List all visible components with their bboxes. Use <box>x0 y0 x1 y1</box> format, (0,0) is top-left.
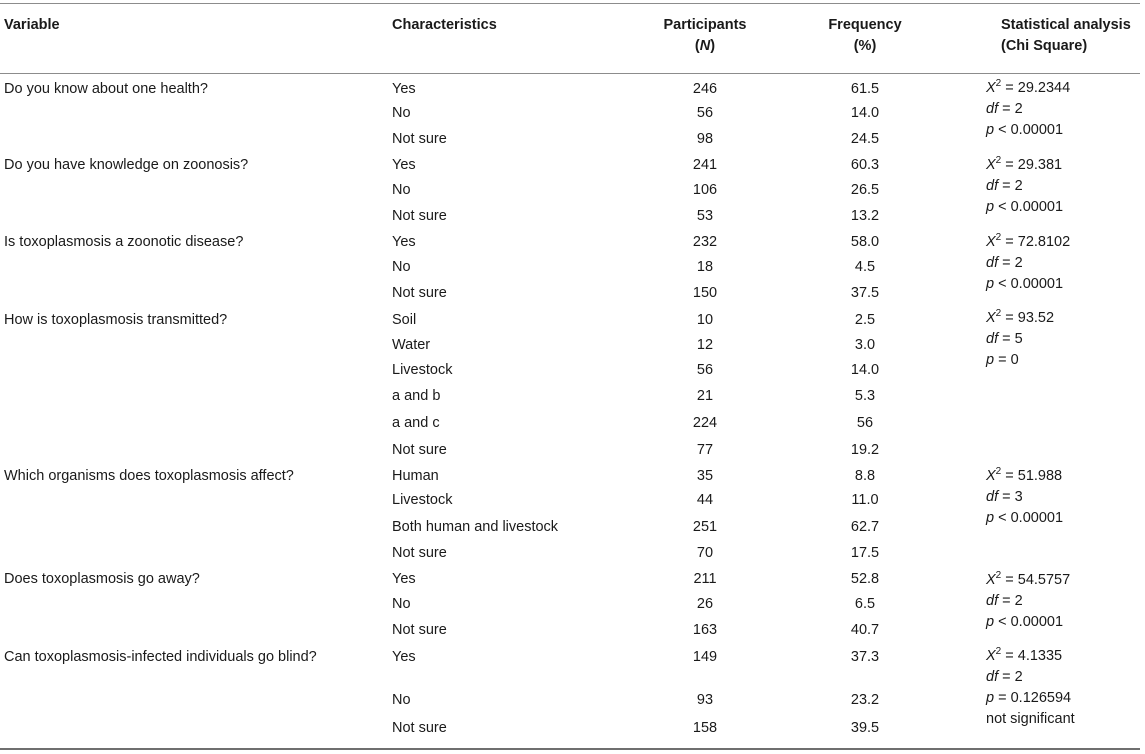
p-value: 0.00001 <box>1010 122 1064 138</box>
frequency-cell: 17.5 <box>850 545 880 561</box>
frequency-cell: 5.3 <box>854 388 876 404</box>
chi-square-result <box>986 78 1070 141</box>
participants-cell: 18 <box>696 259 714 275</box>
frequency-cell: 2.5 <box>854 312 876 328</box>
characteristic-cell: No <box>392 692 411 708</box>
characteristic-cell: Not sure <box>392 285 447 301</box>
participants-cell: 106 <box>692 182 718 198</box>
characteristic-cell: a and b <box>392 388 441 404</box>
variable-question: Which organisms does toxoplasmosis affect? <box>4 468 294 484</box>
characteristic-cell: Yes <box>392 157 416 173</box>
chi-square-value-line: $X^2 = 93.52$ <box>986 308 1055 326</box>
participants-cell: 232 <box>692 234 718 250</box>
degrees-of-freedom-line: df = 2 <box>986 669 1023 685</box>
chi-square-result <box>986 308 1054 371</box>
participants-cell: 53 <box>696 208 714 224</box>
table-top-rule <box>0 3 1140 4</box>
characteristic-cell: Yes <box>392 649 416 665</box>
degrees-of-freedom-value: 2 <box>1014 255 1023 271</box>
frequency-cell: 37.5 <box>850 285 880 301</box>
frequency-cell: 62.7 <box>850 519 880 535</box>
chi-square-value-line: $X^2 = 4.1335$ <box>986 646 1063 664</box>
p-value-operator: < <box>998 122 1007 138</box>
participants-cell: 44 <box>696 492 714 508</box>
participants-cell: 246 <box>692 81 718 97</box>
participants-cell: 56 <box>696 105 714 121</box>
characteristic-cell: Not sure <box>392 442 447 458</box>
characteristic-cell: Livestock <box>392 492 453 508</box>
p-value-line: p = 0.126594 <box>986 690 1072 706</box>
characteristic-cell: No <box>392 105 411 121</box>
participants-cell: 98 <box>696 131 714 147</box>
participants-cell: 93 <box>696 692 714 708</box>
frequency-cell: 40.7 <box>850 622 880 638</box>
participants-cell: 251 <box>692 519 718 535</box>
p-value-operator: < <box>998 199 1007 215</box>
characteristic-cell: Yes <box>392 571 416 587</box>
degrees-of-freedom-line: df = 2 <box>986 593 1023 609</box>
degrees-of-freedom-value: 2 <box>1014 101 1023 117</box>
frequency-cell: 23.2 <box>850 692 880 708</box>
header-statistical-analysis: Statistical analysis (Chi Square) <box>1001 17 1131 54</box>
characteristic-cell: a and c <box>392 415 440 431</box>
frequency-cell: 61.5 <box>850 81 880 97</box>
chi-square-value-line: $X^2 = 51.988$ <box>986 466 1063 484</box>
chi-square-value-line: $X^2 = 29.2344$ <box>986 78 1071 96</box>
p-value: 0.00001 <box>1010 614 1064 630</box>
frequency-cell: 19.2 <box>850 442 880 458</box>
chi-square-value-line: $X^2 = 29.381$ <box>986 155 1063 173</box>
degrees-of-freedom-value: 2 <box>1014 593 1023 609</box>
chi-square-value: 51.988 <box>1017 468 1063 484</box>
variable-question: How is toxoplasmosis transmitted? <box>4 312 228 328</box>
p-value-operator: = <box>998 690 1007 706</box>
chi-square-value: 72.8102 <box>1017 234 1071 250</box>
characteristic-cell: Not sure <box>392 720 447 736</box>
degrees-of-freedom-line: df = 5 <box>986 331 1023 347</box>
characteristic-cell: No <box>392 596 411 612</box>
frequency-cell: 56 <box>856 415 874 431</box>
table-bottom-rule <box>0 748 1140 750</box>
participants-cell: 77 <box>696 442 714 458</box>
frequency-cell: 14.0 <box>850 362 880 378</box>
p-value: 0.126594 <box>1010 690 1072 706</box>
degrees-of-freedom-value: 5 <box>1014 331 1023 347</box>
chi-square-result <box>986 466 1063 529</box>
frequency-cell: 26.5 <box>850 182 880 198</box>
characteristic-cell: Not sure <box>392 545 447 561</box>
chi-square-value: 93.52 <box>1017 310 1055 326</box>
characteristic-cell: No <box>392 182 411 198</box>
header-participants-symbol: N <box>699 38 711 54</box>
participants-cell: 21 <box>696 388 714 404</box>
degrees-of-freedom-line: df = 2 <box>986 255 1023 271</box>
degrees-of-freedom-value: 3 <box>1014 489 1023 505</box>
chi-square-value-line: $X^2 = 72.8102$ <box>986 232 1071 250</box>
p-value-line: p < 0.00001 <box>986 199 1064 215</box>
participants-cell: 211 <box>693 571 717 587</box>
variable-question: Is toxoplasmosis a zoonotic disease? <box>4 234 244 250</box>
variable-question: Do you know about one health? <box>4 81 208 97</box>
p-value: 0.00001 <box>1010 510 1064 526</box>
p-value: 0.00001 <box>1010 199 1064 215</box>
p-value-operator: < <box>998 510 1007 526</box>
chi-square-result <box>986 232 1070 295</box>
frequency-cell: 13.2 <box>850 208 880 224</box>
p-value-line: p < 0.00001 <box>986 510 1064 526</box>
degrees-of-freedom-line: df = 2 <box>986 101 1023 117</box>
p-value-line: p = 0 <box>986 352 1019 368</box>
variable-question: Do you have knowledge on zoonosis? <box>4 157 249 173</box>
chi-square-value: 54.5757 <box>1017 572 1071 588</box>
participants-cell: 35 <box>696 468 714 484</box>
characteristic-cell: Not sure <box>392 131 447 147</box>
header-variable: Variable <box>4 17 60 33</box>
frequency-cell: 3.0 <box>854 337 876 353</box>
p-value: 0.00001 <box>1010 276 1064 292</box>
participants-cell: 241 <box>692 157 718 173</box>
header-characteristics: Characteristics <box>392 17 497 33</box>
variable-question: Can toxoplasmosis-infected individuals go blind? <box>4 649 317 665</box>
p-value: 0 <box>1010 352 1019 368</box>
frequency-cell: 58.0 <box>850 234 880 250</box>
characteristic-cell: No <box>392 259 411 275</box>
participants-cell: 70 <box>696 545 714 561</box>
degrees-of-freedom-line: df = 3 <box>986 489 1023 505</box>
chi-square-value: 29.381 <box>1017 157 1063 173</box>
participants-cell: 10 <box>696 312 714 328</box>
participants-cell: 150 <box>692 285 718 301</box>
frequency-cell: 52.8 <box>850 571 880 587</box>
significance-note: not significant <box>986 711 1075 727</box>
chi-square-result <box>986 646 1075 730</box>
participants-cell: 26 <box>696 596 714 612</box>
chi-square-value: 29.2344 <box>1017 80 1071 96</box>
degrees-of-freedom-line: df = 2 <box>986 178 1023 194</box>
chi-square-result <box>986 155 1063 218</box>
p-value-operator: < <box>998 614 1007 630</box>
frequency-cell: 4.5 <box>854 259 876 275</box>
frequency-cell: 6.5 <box>854 596 876 612</box>
characteristic-cell: Livestock <box>392 362 453 378</box>
frequency-cell: 39.5 <box>850 720 880 736</box>
characteristic-cell: Human <box>392 468 439 484</box>
degrees-of-freedom-value: 2 <box>1014 669 1023 685</box>
participants-cell: 163 <box>692 622 718 638</box>
characteristic-cell: Yes <box>392 81 416 97</box>
header-participants: Participants (N) <box>663 17 747 54</box>
participants-cell: 12 <box>696 337 714 353</box>
participants-cell: 224 <box>692 415 718 431</box>
p-value-line: p < 0.00001 <box>986 276 1064 292</box>
frequency-cell: 37.3 <box>850 649 880 665</box>
characteristic-cell: Soil <box>392 312 417 328</box>
frequency-cell: 24.5 <box>850 131 880 147</box>
chi-square-value: 4.1335 <box>1017 648 1063 664</box>
frequency-cell: 60.3 <box>850 157 880 173</box>
participants-cell: 158 <box>692 720 718 736</box>
header-frequency: Frequency (%) <box>828 17 902 54</box>
chi-square-value-line: $X^2 = 54.5757$ <box>986 570 1071 588</box>
characteristic-cell: Water <box>392 337 431 353</box>
chi-square-result <box>986 570 1070 633</box>
participants-cell: 56 <box>696 362 714 378</box>
p-value-operator: = <box>998 352 1007 368</box>
degrees-of-freedom-value: 2 <box>1014 178 1023 194</box>
frequency-cell: 14.0 <box>850 105 880 121</box>
header-rule <box>0 73 1140 74</box>
p-value-operator: < <box>998 276 1007 292</box>
frequency-cell: 11.0 <box>851 492 879 508</box>
p-value-line: p < 0.00001 <box>986 614 1064 630</box>
characteristic-cell: Yes <box>392 234 416 250</box>
characteristic-cell: Not sure <box>392 622 447 638</box>
frequency-cell: 8.8 <box>854 468 876 484</box>
p-value-line: p < 0.00001 <box>986 122 1064 138</box>
participants-cell: 149 <box>692 649 718 665</box>
characteristic-cell: Not sure <box>392 208 447 224</box>
characteristic-cell: Both human and livestock <box>392 519 559 535</box>
variable-question: Does toxoplasmosis go away? <box>4 571 200 587</box>
